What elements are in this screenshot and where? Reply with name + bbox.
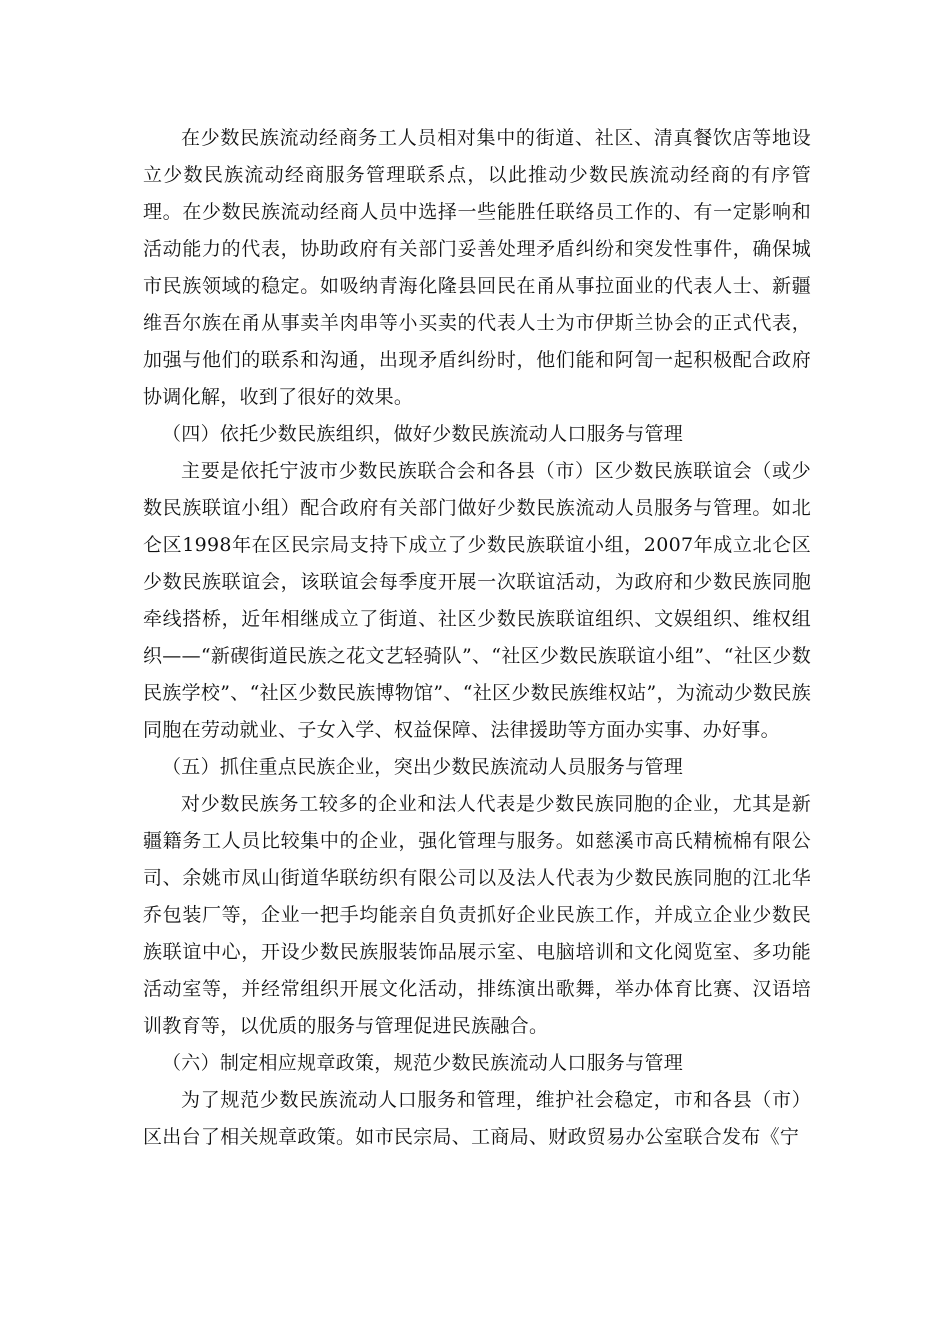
body-paragraph-minority-organizations: 主要是依托宁波市少数民族联合会和各县（市）区少数民族联谊会（或少数民族联谊小组）配合政府有关部门做好少数民族流动人员服务与管理。如北仑区1998年在区民宗局支持下成立了少数民族联谊小组，2007年成立北仑区少数民族联谊会，该联谊会每季度开展一次联谊活动，为政府和少数民族同胞牵线搭桥，近年相继成立了街道、社区少数民族联谊组织、文娱组织、维权组织——“新碶街道民族之花文艺轻骑队”、“社区少数民族联谊小组”、“社区少数民族学校”、“社区少数民族博物馆”、“社区少数民族维权站”，为流动少数民族同胞在劳动就业、子女入学、权益保障、法律援助等方面办实事、办好事。: [143, 460, 811, 741]
document-page: [143, 120, 811, 1156]
section-heading-6: （六）制定相应规章政策，规范少数民族流动人口服务与管理: [162, 1052, 684, 1074]
section-heading-5: （五）抓住重点民族企业，突出少数民族流动人员服务与管理: [162, 756, 684, 778]
body-paragraph-contact-points: 在少数民族流动经商务工人员相对集中的街道、社区、清真餐饮店等地设立少数民族流动经商服务管理联系点，以此推动少数民族流动经商的有序管理。在少数民族流动经商人员中选择一些能胜任联络员工作的、有一定影响和活动能力的代表，协助政府有关部门妥善处理矛盾纠纷和突发性事件，确保城市民族领域的稳定。如吸纳青海化隆县回民在甬从事拉面业的代表人士、新疆维吾尔族在甬从事卖羊肉串等小买卖的代表人士为市伊斯兰协会的正式代表，加强与他们的联系和沟通，出现矛盾纠纷时，他们能和阿訇一起积极配合政府协调化解，收到了很好的效果。: [143, 127, 811, 408]
body-paragraph-key-enterprises: 对少数民族务工较多的企业和法人代表是少数民族同胞的企业，尤其是新疆籍务工人员比较集中的企业，强化管理与服务。如慈溪市高氏精梳棉有限公司、余姚市凤山街道华联纺织有限公司以及法人代表为少数民族同胞的江北华乔包装厂等，企业一把手均能亲自负责抓好企业民族工作，并成立企业少数民族联谊中心，开设少数民族服装饰品展示室、电脑培训和文化阅览室、多功能活动室等，并经常组织开展文化活动，排练演出歌舞，举办体育比赛、汉语培训教育等，以优质的服务与管理促进民族融合。: [143, 793, 811, 1037]
body-paragraph-regulations: 为了规范少数民族流动人口服务和管理，维护社会稳定，市和各县（市）区出台了相关规章政策。如市民宗局、工商局、财政贸易办公室联合发布《宁: [143, 1089, 811, 1148]
section-heading-4: （四）依托少数民族组织，做好少数民族流动人口服务与管理: [162, 423, 684, 445]
